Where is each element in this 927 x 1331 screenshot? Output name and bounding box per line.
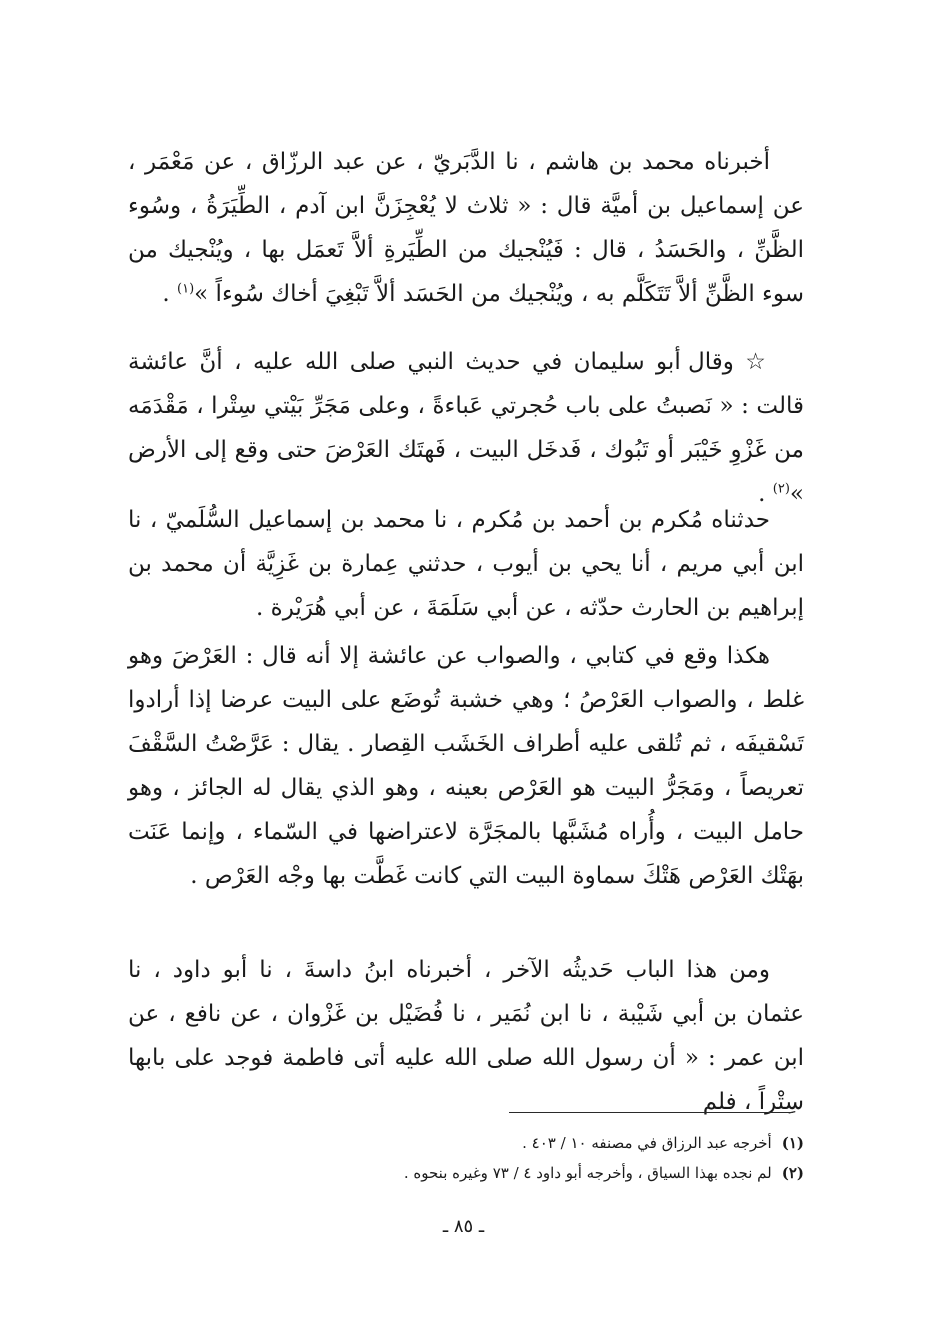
- footnote-text: أخرجه عبد الرزاق في مصنفه ١٠ / ٤٠٣ .: [522, 1134, 772, 1152]
- footnote-2: [260, 1160, 804, 1186]
- paragraph-text: حدثناه مُكرم بن أحمد بن مُكرم ، نا محمد بن إسماعيل السُّلَميّ ، نا ابن أبي مريم ، أنا يحي بن أيوب ، حدثني عِمارة بن غَزِيَّة أن محمد بن إبراهيم بن الحارث حدّثه ، عن أبي سَلَمَةَ ، عن أبي هُرَيْرة .: [128, 507, 804, 621]
- paragraph-text: وقال أبو سليمان في حديث النبي صلى الله عليه ، أنَّ عائشة قالت : « نَصبتُ على باب حُجرتي عَباءةً ، وعلى مَجَرِّ بَيْتي سِتْرا ، مَقْدَمَه من غَزْوِ خَيْبَر أو تَبُوك ، فَدخَل البيت ، فَهتَك العَرْضَ حتى وقع إلى الأرض »: [128, 349, 804, 507]
- paragraph-2: [128, 340, 804, 516]
- footnotes: [260, 1130, 804, 1190]
- footnote-number: (٢): [781, 1164, 804, 1182]
- star-marker: ☆: [733, 349, 771, 375]
- paragraph-text: أخبرناه محمد بن هاشم ، نا الدَّبَريّ ، عن عبد الرزّاق ، عن مَعْمَر ، عن إسماعيل بن أميَّة قال : « ثلاث لا يُعْجِزَنَّ ابن آدم ، الطِّيَرَةُ ، وسُوء الظَّنِّ ، والحَسَدُ ، قال : فَيُنْجيك من الطِّيَرةِ ألاَّ تَعمَل بها ، ويُنْجيك من سوء الظَّنِّ ألاَّ تَتَكَلَّم به ، ويُنْجيك من الحَسَد ألاَّ تَبْغِيَ أخاك سُوءاً »: [128, 149, 804, 307]
- paragraph-tail: .: [758, 481, 773, 507]
- footnote-separator: [509, 1112, 793, 1113]
- paragraph-text: هكذا وقع في كتابي ، والصواب عن عائشة إلا أنه قال : العَرْضَ وهو غلط ، والصواب العَرْصُ ؛ وهي خشبة تُوضَع على البيت عرضا إذا أرادوا تَسْقيفَه ، ثم تُلقى عليه أطراف الخَشَب القِصار . يقال : عَرَّصْتُ السَّقْفَ تعريصاً ، ومَجَرُّ البيت هو العَرْص بعينه ، وهو الذي يقال له الجائز ، وهو حامل البيت ، وأُراه مُشَبَّها بالمجَرَّة لاعتراضها في السّماء ، وإنما عَنَت بهَتْك العَرْص هَتْكَ سماوة البيت التي كانت غَطَّت بها وجْه العَرْص .: [128, 643, 804, 889]
- footnote-1: [260, 1130, 804, 1156]
- paragraph-text: ومن هذا الباب حَديثُه الآخر ، أخبرناه ابنُ داسةَ ، نا أبو داود ، نا عثمان بن أبي شَيْبة ، نا ابن نُمَير ، نا فُضَيْل بن غَزْوان ، عن نافع ، عن ابن عمر : « أن رسول الله صلى الله عليه أتى فاطمة فوجد على بابها سِتْراً ، فلم: [128, 957, 804, 1115]
- paragraph-tail: .: [162, 281, 178, 307]
- paragraph-1: [128, 140, 804, 316]
- paragraph-4: [128, 634, 804, 898]
- paragraph-3: [128, 498, 804, 630]
- page-number: ـ ٨٥ ـ: [442, 1216, 485, 1237]
- footnote-text: لم نجده بهذا السياق ، وأخرجه أبو داود ٤ / ٧٣ وغيره بنحوه .: [403, 1164, 772, 1182]
- footnote-reference: (١): [177, 281, 195, 297]
- paragraph-5: [128, 948, 804, 1124]
- footnote-reference: (٢): [772, 481, 790, 497]
- footnote-number: (١): [781, 1134, 804, 1152]
